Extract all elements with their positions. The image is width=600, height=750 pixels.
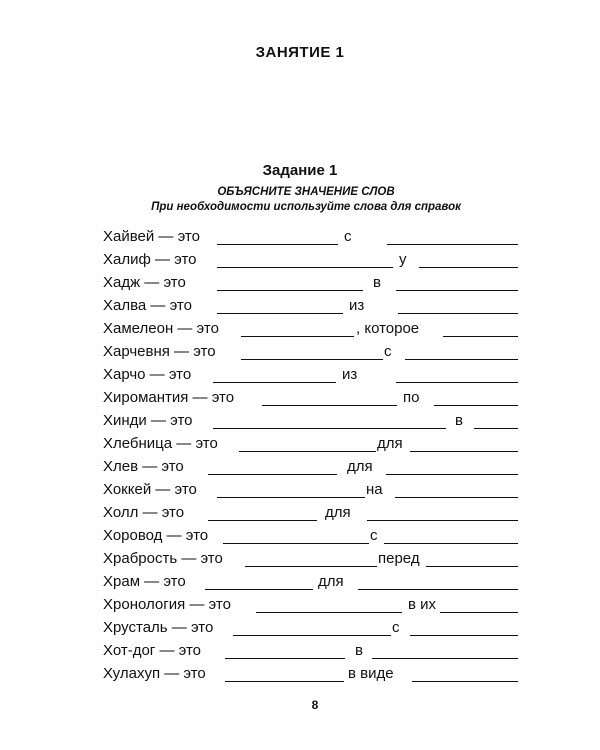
answer-blank[interactable]	[208, 474, 337, 475]
answer-blank[interactable]	[410, 635, 518, 636]
answer-blank[interactable]	[225, 681, 344, 682]
term-label: Хоккей — это	[103, 481, 197, 498]
connector-word: перед	[378, 550, 420, 567]
answer-blank[interactable]	[223, 543, 369, 544]
answer-blank[interactable]	[396, 382, 518, 383]
term-label: Храм — это	[103, 573, 186, 590]
answer-blank[interactable]	[217, 290, 363, 291]
worksheet-row	[103, 548, 523, 571]
answer-blank[interactable]	[412, 681, 518, 682]
connector-word: с	[370, 527, 378, 544]
connector-word: для	[377, 435, 403, 452]
worksheet-row	[103, 640, 523, 663]
term-label: Хлебница — это	[103, 435, 218, 452]
term-label: Хулахуп — это	[103, 665, 206, 682]
connector-word: в	[355, 642, 363, 659]
lesson-title: ЗАНЯТИЕ 1	[255, 44, 345, 61]
task-title: Задание 1	[262, 162, 338, 179]
answer-blank[interactable]	[474, 428, 518, 429]
term-label: Хайвей — это	[103, 228, 200, 245]
connector-word: для	[347, 458, 373, 475]
answer-blank[interactable]	[205, 589, 313, 590]
answer-blank[interactable]	[241, 359, 383, 360]
worksheet-row	[103, 249, 523, 272]
answer-blank[interactable]	[217, 497, 365, 498]
answer-blank[interactable]	[395, 497, 518, 498]
answer-blank[interactable]	[217, 313, 343, 314]
answer-blank[interactable]	[367, 520, 518, 521]
connector-word: в	[373, 274, 381, 291]
answer-blank[interactable]	[213, 428, 446, 429]
connector-word: из	[342, 366, 358, 383]
answer-blank[interactable]	[440, 612, 518, 613]
connector-word: в	[455, 412, 463, 429]
connector-word: для	[318, 573, 344, 590]
term-label: Хиромантия — это	[103, 389, 235, 406]
answer-blank[interactable]	[405, 359, 518, 360]
instruction-subheading: При необходимости используйте слова для справок	[151, 201, 461, 213]
term-label: Хрусталь — это	[103, 619, 214, 636]
term-label: Халва — это	[103, 297, 192, 314]
answer-blank[interactable]	[245, 566, 377, 567]
answer-blank[interactable]	[239, 451, 376, 452]
answer-blank[interactable]	[213, 382, 336, 383]
term-label: Хронология — это	[103, 596, 231, 613]
worksheet-row	[103, 433, 523, 456]
answer-blank[interactable]	[419, 267, 518, 268]
term-label: Хоровод — это	[103, 527, 209, 544]
connector-word: на	[366, 481, 383, 498]
answer-blank[interactable]	[372, 658, 518, 659]
worksheet-row	[103, 479, 523, 502]
answer-blank[interactable]	[387, 244, 518, 245]
answer-blank[interactable]	[262, 405, 397, 406]
worksheet-row	[103, 226, 523, 249]
worksheet-row	[103, 341, 523, 364]
connector-word: для	[325, 504, 351, 521]
page-number: 8	[311, 698, 319, 712]
term-label: Харчевня — это	[103, 343, 216, 360]
answer-blank[interactable]	[256, 612, 402, 613]
term-label: Хлев — это	[103, 458, 184, 475]
answer-blank[interactable]	[225, 658, 345, 659]
answer-blank[interactable]	[434, 405, 518, 406]
answer-blank[interactable]	[396, 290, 518, 291]
worksheet-row	[103, 617, 523, 640]
answer-blank[interactable]	[443, 336, 518, 337]
answer-blank[interactable]	[233, 635, 391, 636]
connector-word: в их	[408, 596, 437, 613]
answer-blank[interactable]	[208, 520, 317, 521]
worksheet-row	[103, 272, 523, 295]
worksheet-row	[103, 456, 523, 479]
connector-word: с	[384, 343, 392, 360]
term-label: Хамелеон — это	[103, 320, 219, 337]
term-label: Хот-дог — это	[103, 642, 201, 659]
answer-blank[interactable]	[410, 451, 518, 452]
connector-word: с	[392, 619, 400, 636]
answer-blank[interactable]	[217, 244, 338, 245]
term-label: Харчо — это	[103, 366, 192, 383]
connector-word: из	[349, 297, 365, 314]
worksheet-row	[103, 410, 523, 433]
answer-blank[interactable]	[358, 589, 518, 590]
worksheet-row	[103, 571, 523, 594]
connector-word: у	[399, 251, 407, 268]
connector-word: по	[403, 389, 420, 406]
term-label: Холл — это	[103, 504, 185, 521]
worksheet-row	[103, 594, 523, 617]
answer-blank[interactable]	[386, 474, 518, 475]
answer-blank[interactable]	[217, 267, 393, 268]
answer-blank[interactable]	[384, 543, 518, 544]
answer-blank[interactable]	[398, 313, 518, 314]
worksheet-row	[103, 318, 523, 341]
term-label: Халиф — это	[103, 251, 197, 268]
term-label: Храбрость — это	[103, 550, 223, 567]
worksheet-row	[103, 525, 523, 548]
worksheet-row	[103, 502, 523, 525]
instruction-heading: ОБЪЯСНИТЕ ЗНАЧЕНИЕ СЛОВ	[217, 186, 395, 198]
term-label: Хинди — это	[103, 412, 193, 429]
worksheet-row	[103, 387, 523, 410]
answer-blank[interactable]	[241, 336, 354, 337]
worksheet-row	[103, 295, 523, 318]
connector-word: , которое	[356, 320, 420, 337]
worksheet-row	[103, 364, 523, 387]
answer-blank[interactable]	[426, 566, 518, 567]
connector-word: в виде	[348, 665, 394, 682]
worksheet-row	[103, 663, 523, 686]
term-label: Хадж — это	[103, 274, 186, 291]
connector-word: с	[344, 228, 352, 245]
